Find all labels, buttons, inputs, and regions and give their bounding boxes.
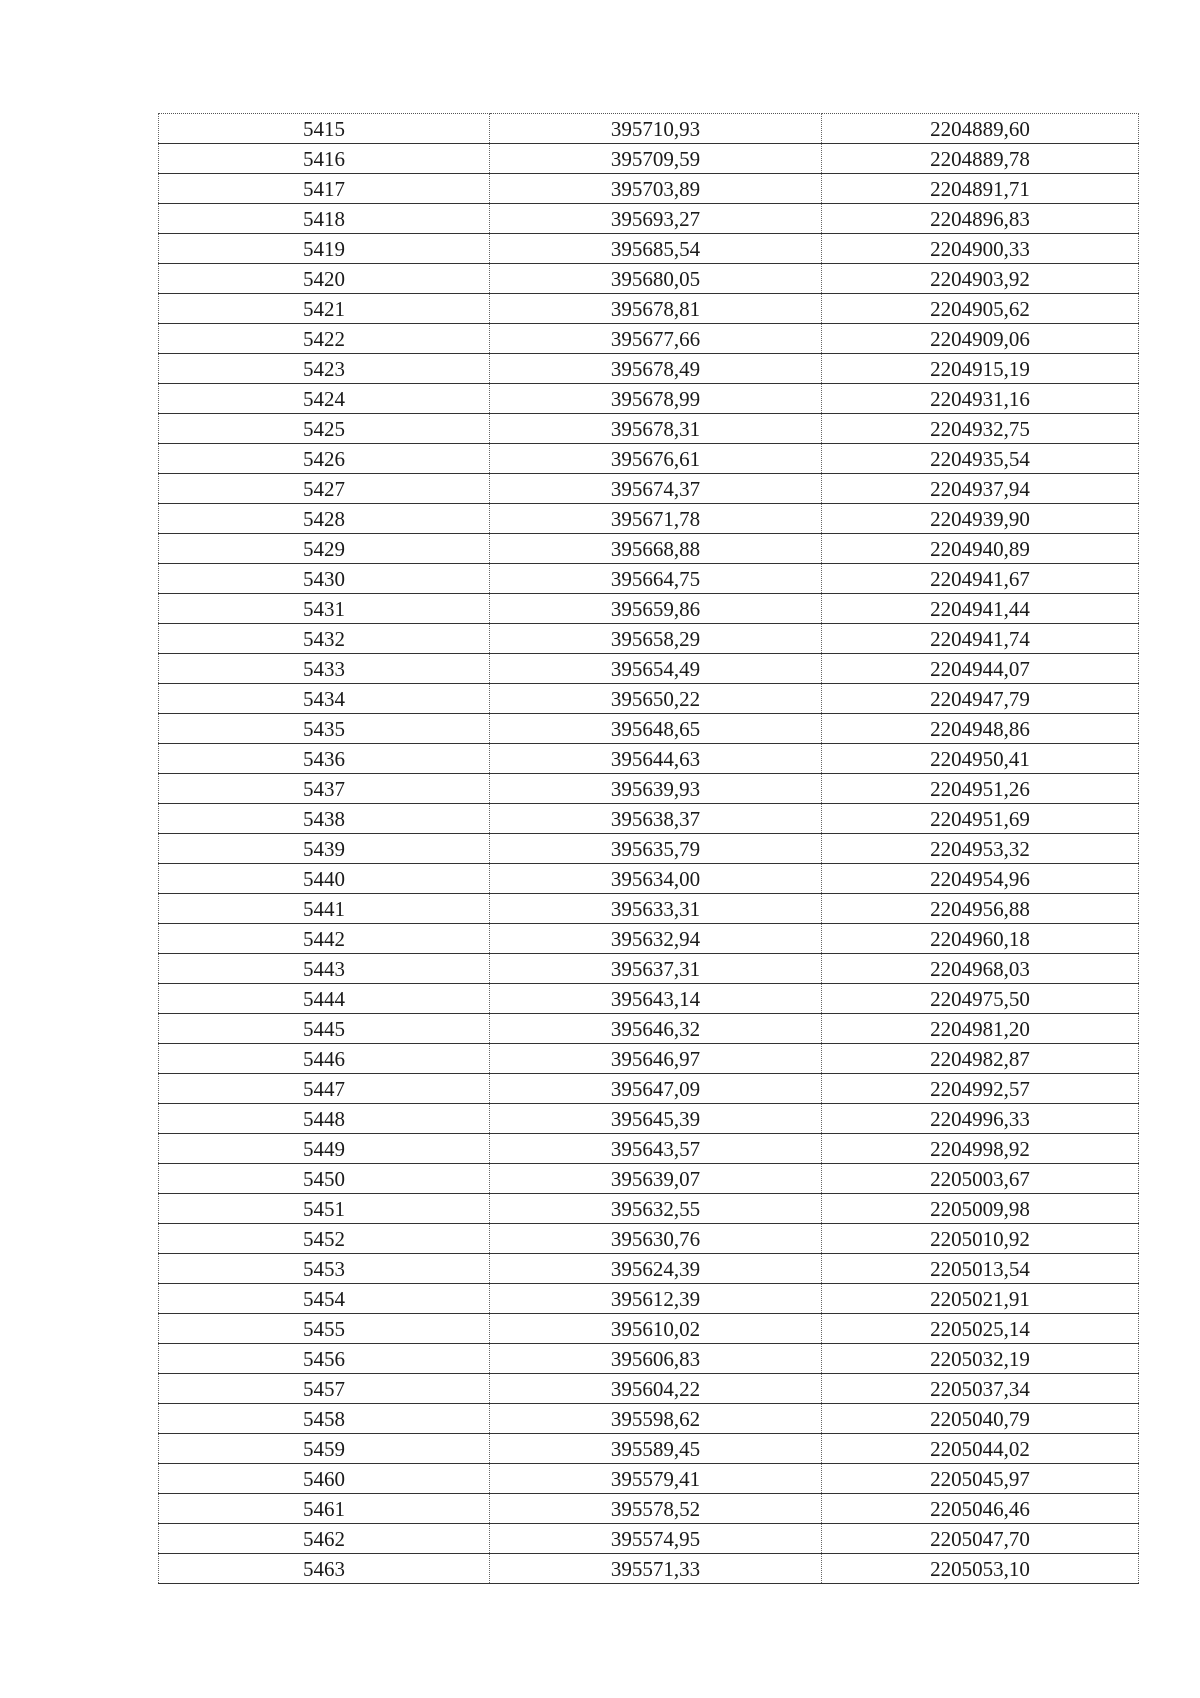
table-row xyxy=(159,1554,1139,1584)
y-coordinate-cell: 2204951,69 xyxy=(822,804,1139,834)
y-coordinate-cell: 2204931,16 xyxy=(822,384,1139,414)
table-row xyxy=(159,924,1139,954)
table-row xyxy=(159,714,1139,744)
y-coordinate-cell: 2204941,67 xyxy=(822,564,1139,594)
point-number-cell: 5436 xyxy=(159,744,490,774)
y-coordinate-cell: 2204968,03 xyxy=(822,954,1139,984)
point-number-cell: 5434 xyxy=(159,684,490,714)
y-coordinate-cell: 2205037,34 xyxy=(822,1374,1139,1404)
point-number-cell: 5448 xyxy=(159,1104,490,1134)
point-number-cell: 5435 xyxy=(159,714,490,744)
point-number-cell: 5420 xyxy=(159,264,490,294)
table-row xyxy=(159,624,1139,654)
point-number-cell: 5439 xyxy=(159,834,490,864)
point-number-cell: 5431 xyxy=(159,594,490,624)
table-row xyxy=(159,1014,1139,1044)
y-coordinate-cell: 2204900,33 xyxy=(822,234,1139,264)
y-coordinate-cell: 2204905,62 xyxy=(822,294,1139,324)
x-coordinate-cell: 395604,22 xyxy=(490,1374,822,1404)
y-coordinate-cell: 2204953,32 xyxy=(822,834,1139,864)
table-row xyxy=(159,654,1139,684)
table-row xyxy=(159,1074,1139,1104)
point-number-cell: 5456 xyxy=(159,1344,490,1374)
table-row xyxy=(159,1494,1139,1524)
x-coordinate-cell: 395710,93 xyxy=(490,114,822,144)
table-row xyxy=(159,1284,1139,1314)
y-coordinate-cell: 2205047,70 xyxy=(822,1524,1139,1554)
y-coordinate-cell: 2204948,86 xyxy=(822,714,1139,744)
x-coordinate-cell: 395678,81 xyxy=(490,294,822,324)
point-number-cell: 5454 xyxy=(159,1284,490,1314)
point-number-cell: 5437 xyxy=(159,774,490,804)
coordinates-table xyxy=(158,113,1139,1584)
table-row xyxy=(159,894,1139,924)
x-coordinate-cell: 395598,62 xyxy=(490,1404,822,1434)
x-coordinate-cell: 395579,41 xyxy=(490,1464,822,1494)
y-coordinate-cell: 2205032,19 xyxy=(822,1344,1139,1374)
table-row xyxy=(159,1374,1139,1404)
x-coordinate-cell: 395646,32 xyxy=(490,1014,822,1044)
table-row xyxy=(159,534,1139,564)
y-coordinate-cell: 2205003,67 xyxy=(822,1164,1139,1194)
x-coordinate-cell: 395680,05 xyxy=(490,264,822,294)
table-row xyxy=(159,234,1139,264)
point-number-cell: 5415 xyxy=(159,114,490,144)
x-coordinate-cell: 395644,63 xyxy=(490,744,822,774)
x-coordinate-cell: 395658,29 xyxy=(490,624,822,654)
x-coordinate-cell: 395709,59 xyxy=(490,144,822,174)
point-number-cell: 5428 xyxy=(159,504,490,534)
point-number-cell: 5444 xyxy=(159,984,490,1014)
x-coordinate-cell: 395574,95 xyxy=(490,1524,822,1554)
y-coordinate-cell: 2204915,19 xyxy=(822,354,1139,384)
y-coordinate-cell: 2205045,97 xyxy=(822,1464,1139,1494)
table-row xyxy=(159,684,1139,714)
y-coordinate-cell: 2204941,44 xyxy=(822,594,1139,624)
table-row xyxy=(159,744,1139,774)
point-number-cell: 5430 xyxy=(159,564,490,594)
x-coordinate-cell: 395685,54 xyxy=(490,234,822,264)
table-row xyxy=(159,1224,1139,1254)
y-coordinate-cell: 2204992,57 xyxy=(822,1074,1139,1104)
y-coordinate-cell: 2205013,54 xyxy=(822,1254,1139,1284)
table-row xyxy=(159,1134,1139,1164)
table-row xyxy=(159,324,1139,354)
point-number-cell: 5423 xyxy=(159,354,490,384)
point-number-cell: 5426 xyxy=(159,444,490,474)
point-number-cell: 5433 xyxy=(159,654,490,684)
point-number-cell: 5447 xyxy=(159,1074,490,1104)
y-coordinate-cell: 2205010,92 xyxy=(822,1224,1139,1254)
x-coordinate-cell: 395632,55 xyxy=(490,1194,822,1224)
table-row xyxy=(159,1524,1139,1554)
y-coordinate-cell: 2204903,92 xyxy=(822,264,1139,294)
y-coordinate-cell: 2204909,06 xyxy=(822,324,1139,354)
table-row xyxy=(159,114,1139,144)
x-coordinate-cell: 395639,93 xyxy=(490,774,822,804)
table-row xyxy=(159,1254,1139,1284)
y-coordinate-cell: 2204975,50 xyxy=(822,984,1139,1014)
y-coordinate-cell: 2205053,10 xyxy=(822,1554,1139,1584)
y-coordinate-cell: 2205009,98 xyxy=(822,1194,1139,1224)
y-coordinate-cell: 2205046,46 xyxy=(822,1494,1139,1524)
y-coordinate-cell: 2204956,88 xyxy=(822,894,1139,924)
y-coordinate-cell: 2204944,07 xyxy=(822,654,1139,684)
y-coordinate-cell: 2205025,14 xyxy=(822,1314,1139,1344)
x-coordinate-cell: 395674,37 xyxy=(490,474,822,504)
table-row xyxy=(159,414,1139,444)
y-coordinate-cell: 2204935,54 xyxy=(822,444,1139,474)
table-row xyxy=(159,834,1139,864)
x-coordinate-cell: 395678,49 xyxy=(490,354,822,384)
y-coordinate-cell: 2204981,20 xyxy=(822,1014,1139,1044)
table-row xyxy=(159,1314,1139,1344)
y-coordinate-cell: 2204889,78 xyxy=(822,144,1139,174)
x-coordinate-cell: 395589,45 xyxy=(490,1434,822,1464)
point-number-cell: 5459 xyxy=(159,1434,490,1464)
table-row xyxy=(159,1404,1139,1434)
y-coordinate-cell: 2205021,91 xyxy=(822,1284,1139,1314)
x-coordinate-cell: 395571,33 xyxy=(490,1554,822,1584)
point-number-cell: 5449 xyxy=(159,1134,490,1164)
x-coordinate-cell: 395693,27 xyxy=(490,204,822,234)
table-row xyxy=(159,594,1139,624)
point-number-cell: 5460 xyxy=(159,1464,490,1494)
table-row xyxy=(159,774,1139,804)
table-row xyxy=(159,144,1139,174)
point-number-cell: 5417 xyxy=(159,174,490,204)
table-row xyxy=(159,474,1139,504)
y-coordinate-cell: 2204996,33 xyxy=(822,1104,1139,1134)
table-row xyxy=(159,864,1139,894)
point-number-cell: 5427 xyxy=(159,474,490,504)
x-coordinate-cell: 395578,52 xyxy=(490,1494,822,1524)
point-number-cell: 5452 xyxy=(159,1224,490,1254)
point-number-cell: 5463 xyxy=(159,1554,490,1584)
point-number-cell: 5453 xyxy=(159,1254,490,1284)
table-row xyxy=(159,1434,1139,1464)
x-coordinate-cell: 395632,94 xyxy=(490,924,822,954)
x-coordinate-cell: 395639,07 xyxy=(490,1164,822,1194)
x-coordinate-cell: 395678,99 xyxy=(490,384,822,414)
point-number-cell: 5450 xyxy=(159,1164,490,1194)
point-number-cell: 5419 xyxy=(159,234,490,264)
x-coordinate-cell: 395646,97 xyxy=(490,1044,822,1074)
x-coordinate-cell: 395645,39 xyxy=(490,1104,822,1134)
y-coordinate-cell: 2204889,60 xyxy=(822,114,1139,144)
table-row xyxy=(159,1104,1139,1134)
point-number-cell: 5442 xyxy=(159,924,490,954)
point-number-cell: 5418 xyxy=(159,204,490,234)
point-number-cell: 5458 xyxy=(159,1404,490,1434)
x-coordinate-cell: 395643,57 xyxy=(490,1134,822,1164)
x-coordinate-cell: 395612,39 xyxy=(490,1284,822,1314)
table-row xyxy=(159,354,1139,384)
x-coordinate-cell: 395668,88 xyxy=(490,534,822,564)
y-coordinate-cell: 2204950,41 xyxy=(822,744,1139,774)
table-row xyxy=(159,294,1139,324)
y-coordinate-cell: 2204932,75 xyxy=(822,414,1139,444)
table-row xyxy=(159,804,1139,834)
x-coordinate-cell: 395678,31 xyxy=(490,414,822,444)
table-row xyxy=(159,1164,1139,1194)
point-number-cell: 5451 xyxy=(159,1194,490,1224)
table-row xyxy=(159,204,1139,234)
table-row xyxy=(159,1344,1139,1374)
y-coordinate-cell: 2204896,83 xyxy=(822,204,1139,234)
x-coordinate-cell: 395648,65 xyxy=(490,714,822,744)
table-row xyxy=(159,1194,1139,1224)
point-number-cell: 5438 xyxy=(159,804,490,834)
x-coordinate-cell: 395624,39 xyxy=(490,1254,822,1284)
x-coordinate-cell: 395664,75 xyxy=(490,564,822,594)
table-row xyxy=(159,1464,1139,1494)
x-coordinate-cell: 395637,31 xyxy=(490,954,822,984)
table-row xyxy=(159,954,1139,984)
y-coordinate-cell: 2204941,74 xyxy=(822,624,1139,654)
x-coordinate-cell: 395650,22 xyxy=(490,684,822,714)
x-coordinate-cell: 395638,37 xyxy=(490,804,822,834)
point-number-cell: 5422 xyxy=(159,324,490,354)
point-number-cell: 5421 xyxy=(159,294,490,324)
point-number-cell: 5443 xyxy=(159,954,490,984)
table-row xyxy=(159,444,1139,474)
coordinates-table-body xyxy=(159,114,1139,1584)
point-number-cell: 5445 xyxy=(159,1014,490,1044)
point-number-cell: 5461 xyxy=(159,1494,490,1524)
point-number-cell: 5432 xyxy=(159,624,490,654)
point-number-cell: 5429 xyxy=(159,534,490,564)
x-coordinate-cell: 395703,89 xyxy=(490,174,822,204)
y-coordinate-cell: 2205044,02 xyxy=(822,1434,1139,1464)
point-number-cell: 5424 xyxy=(159,384,490,414)
x-coordinate-cell: 395659,86 xyxy=(490,594,822,624)
y-coordinate-cell: 2204951,26 xyxy=(822,774,1139,804)
y-coordinate-cell: 2204891,71 xyxy=(822,174,1139,204)
point-number-cell: 5416 xyxy=(159,144,490,174)
point-number-cell: 5457 xyxy=(159,1374,490,1404)
y-coordinate-cell: 2204939,90 xyxy=(822,504,1139,534)
y-coordinate-cell: 2204937,94 xyxy=(822,474,1139,504)
y-coordinate-cell: 2204982,87 xyxy=(822,1044,1139,1074)
y-coordinate-cell: 2204947,79 xyxy=(822,684,1139,714)
table-row xyxy=(159,564,1139,594)
y-coordinate-cell: 2205040,79 xyxy=(822,1404,1139,1434)
table-row xyxy=(159,174,1139,204)
table-row xyxy=(159,984,1139,1014)
table-row xyxy=(159,384,1139,414)
point-number-cell: 5441 xyxy=(159,894,490,924)
x-coordinate-cell: 395654,49 xyxy=(490,654,822,684)
y-coordinate-cell: 2204960,18 xyxy=(822,924,1139,954)
table-row xyxy=(159,264,1139,294)
point-number-cell: 5462 xyxy=(159,1524,490,1554)
x-coordinate-cell: 395647,09 xyxy=(490,1074,822,1104)
x-coordinate-cell: 395610,02 xyxy=(490,1314,822,1344)
point-number-cell: 5446 xyxy=(159,1044,490,1074)
x-coordinate-cell: 395633,31 xyxy=(490,894,822,924)
x-coordinate-cell: 395677,66 xyxy=(490,324,822,354)
x-coordinate-cell: 395676,61 xyxy=(490,444,822,474)
table-row xyxy=(159,1044,1139,1074)
point-number-cell: 5455 xyxy=(159,1314,490,1344)
x-coordinate-cell: 395630,76 xyxy=(490,1224,822,1254)
y-coordinate-cell: 2204998,92 xyxy=(822,1134,1139,1164)
point-number-cell: 5425 xyxy=(159,414,490,444)
y-coordinate-cell: 2204940,89 xyxy=(822,534,1139,564)
x-coordinate-cell: 395671,78 xyxy=(490,504,822,534)
x-coordinate-cell: 395606,83 xyxy=(490,1344,822,1374)
x-coordinate-cell: 395643,14 xyxy=(490,984,822,1014)
y-coordinate-cell: 2204954,96 xyxy=(822,864,1139,894)
table-row xyxy=(159,504,1139,534)
point-number-cell: 5440 xyxy=(159,864,490,894)
x-coordinate-cell: 395635,79 xyxy=(490,834,822,864)
x-coordinate-cell: 395634,00 xyxy=(490,864,822,894)
